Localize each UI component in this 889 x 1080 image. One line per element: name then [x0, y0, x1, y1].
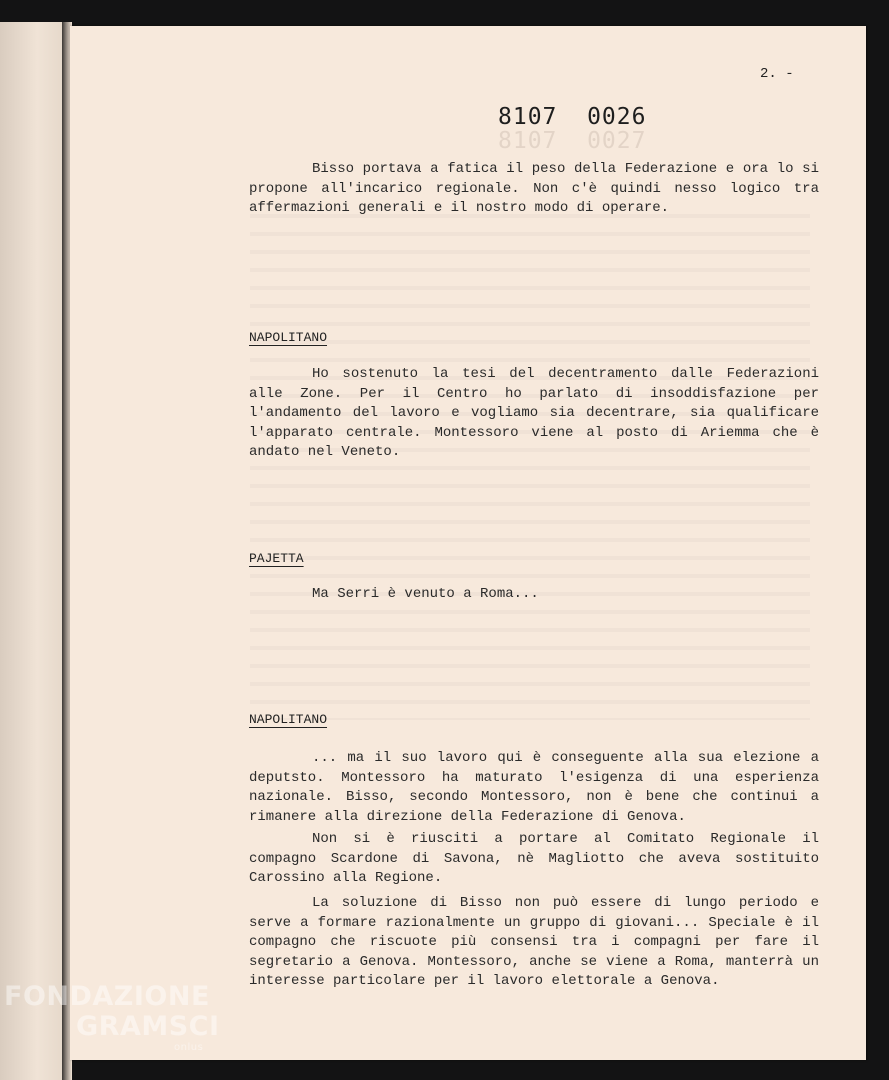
speaker-label: NAPOLITANO [249, 712, 328, 727]
watermark-line: GRAMSCI [76, 1011, 220, 1042]
paragraph: Bisso portava a fatica il peso della Federazione e ora lo si propone all'incarico regionale. Non c'è quindi nesso logico tra affermazioni generali e il nostro modo di operare. [249, 161, 819, 216]
paragraph: Ma Serri è venuto a Roma... [312, 586, 539, 602]
paragraph-6-block [249, 894, 819, 992]
paragraph-5-block [249, 830, 819, 889]
speaker-label: PAJETTA [249, 551, 304, 566]
watermark-logo [4, 982, 220, 1054]
paragraph-4-block [249, 749, 819, 827]
paragraph-3-block [249, 585, 819, 605]
paragraph-2-block [249, 365, 819, 463]
paragraph: La soluzione di Bisso non può essere di lungo periodo e serve a formare razionalmente un gruppo di giovani... Speciale è il compagno che riscuote più consensi tra i compagni per fare il segretario a Genova. Montessoro, anche se viene a Roma, manterrà un interesse particolare per il lavoro elettorale a Genova. [249, 895, 819, 989]
speaker-label: NAPOLITANO [249, 330, 328, 345]
doc-code: 8107 0026 [498, 104, 647, 130]
paragraph: ... ma il suo lavoro qui è conseguente alla sua elezione a deputsto. Montessoro ha maturato l'esigenza di una esperienza nazionale. Bisso, secondo Montessoro, non è bene che continui a rimanere alla direzione della Federazione di Genova. [249, 750, 819, 825]
left-page [0, 22, 62, 1080]
paragraph: Ho sostenuto la tesi del decentramento dalle Federazioni alle Zone. Per il Centro ho parlato di insoddisfazione per l'andamento del lavoro e vogliamo sia decentrare, sia qualificare l'apparato centrale. Montessoro viene al posto di Ariemma che è andato nel Veneto. [249, 366, 819, 460]
watermark-line: FONDAZIONE [4, 981, 210, 1012]
watermark-line: onlus [174, 1042, 204, 1053]
doc-code-ghost: 8107 0027 [498, 128, 647, 154]
paragraph-1-block [249, 160, 819, 219]
paragraph: Non si è riusciti a portare al Comitato Regionale il compagno Scardone di Savona, nè Magliotto che aveva sostituito Carossino alla Regione. [249, 831, 819, 886]
page-number: 2. - [760, 66, 794, 82]
